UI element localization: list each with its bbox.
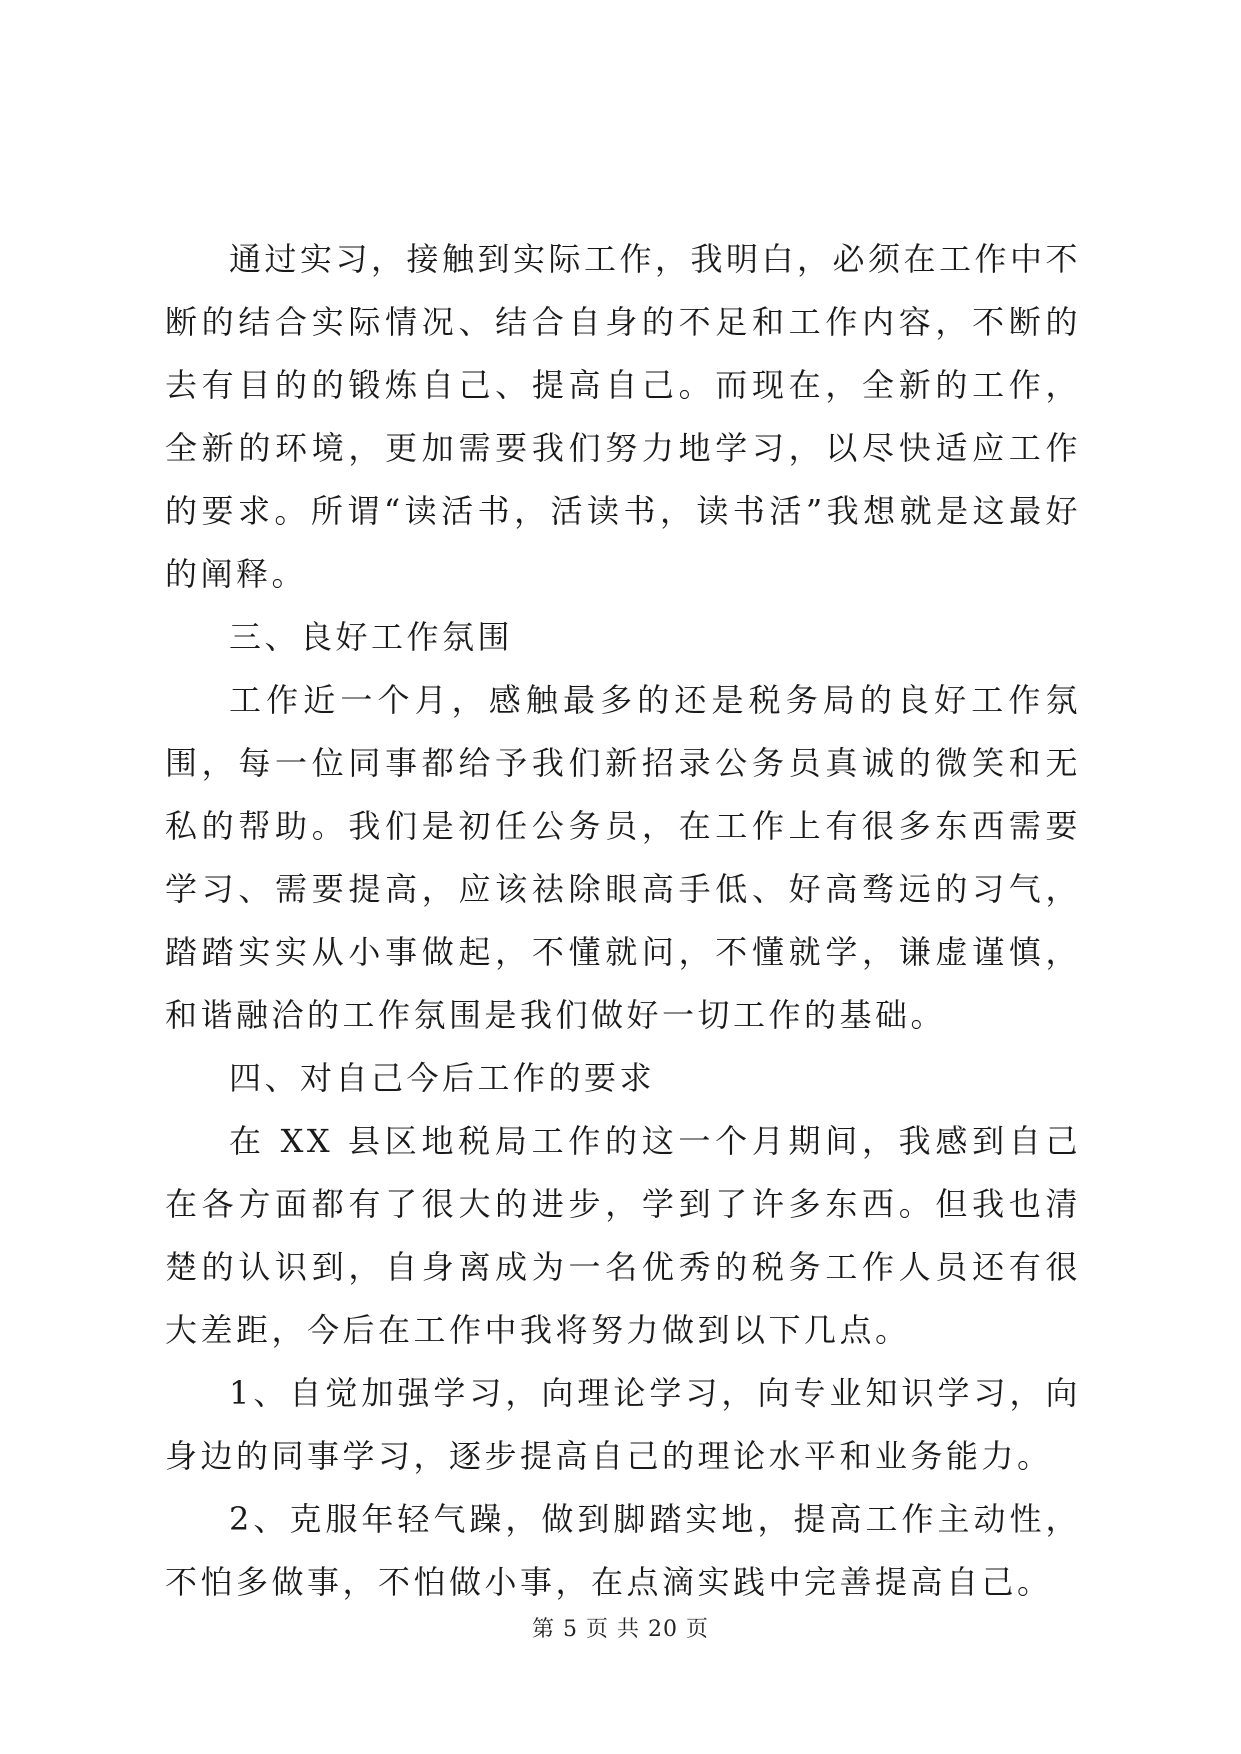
page-number-footer: 第 5 页 共 20 页: [532, 1617, 709, 1642]
section-heading-future-requirements: 四、对自己今后工作的要求: [229, 1059, 656, 1097]
document-body: [165, 228, 1081, 1614]
paragraph-internship-reflection: 通过实习，接触到实际工作，我明白，必须在工作中不断的结合实际情况、结合自身的不足和工作内容，不断的去有目的的锻炼自己、提高自己。而现在，全新的工作，全新的环境，更加需要我们努力地学习，以尽快适应工作的要求。所谓“读活书，活读书，读书活”我想就是这最好的阐释。: [165, 240, 1082, 593]
paragraph-future-requirements: 在 XX 县区地税局工作的这一个月期间，我感到自己在各方面都有了很大的进步，学到了许多东西。但我也清楚的认识到，自身离成为一名优秀的税务工作人员还有很大差距，今后在工作中我将努力做到以下几点。: [165, 1122, 1081, 1349]
section-heading-work-atmosphere: 三、良好工作氛围: [229, 618, 514, 656]
list-item-1: 1、自觉加强学习，向理论学习，向专业知识学习，向身边的同事学习，逐步提高自己的理论水平和业务能力。: [165, 1374, 1081, 1475]
list-item-2: 2、克服年轻气躁，做到脚踏实地，提高工作主动性，不怕多做事，不怕做小事，在点滴实践中完善提高自己。: [165, 1500, 1081, 1601]
paragraph-work-atmosphere: 工作近一个月，感触最多的还是税务局的良好工作氛围，每一位同事都给予我们新招录公务员真诚的微笑和无私的帮助。我们是初任公务员，在工作上有很多东西需要学习、需要提高，应该祛除眼高手低、好高骛远的习气，踏踏实实从小事做起，不懂就问，不懂就学，谦虚谨慎，和谐融洽的工作氛围是我们做好一切工作的基础。: [165, 681, 1081, 1034]
